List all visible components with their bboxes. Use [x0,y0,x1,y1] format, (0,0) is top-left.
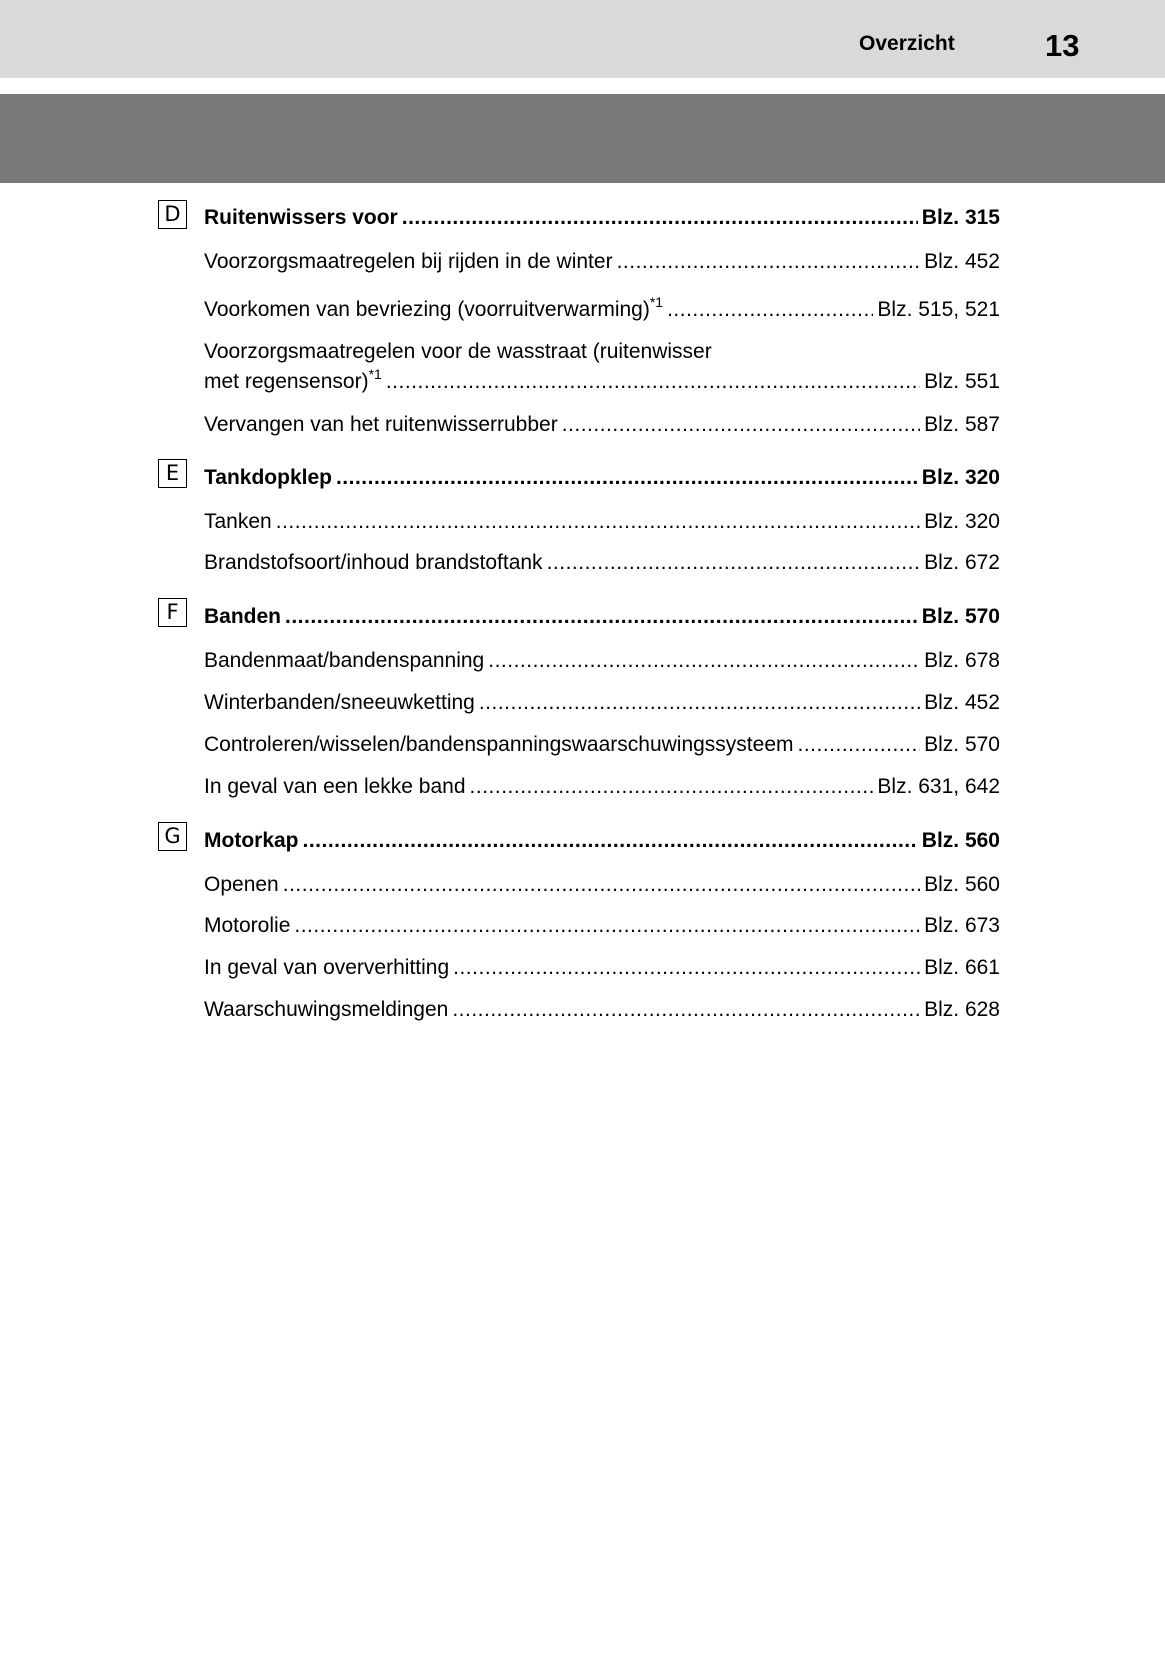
leader-dots [453,955,920,981]
page-reference: Blz. 320 [924,510,1000,533]
page-reference: Blz. 452 [924,250,1000,273]
header-title: Overzicht [859,32,955,55]
item-label: Brandstofsoort/inhoud brandstoftank [204,551,543,574]
section-title: Banden [204,605,282,628]
list-item[interactable] [204,366,1000,395]
item-label: Controleren/wisselen/bandenspanningswaarschuwingssysteem [204,733,794,756]
leader-dots [303,828,918,854]
leader-dots [479,690,920,716]
page-reference: Blz. 560 [924,873,1000,896]
leader-dots [470,774,874,800]
footnote-marker: *1 [649,294,664,310]
list-item[interactable] [204,509,1000,535]
section-letter-e: E [158,459,187,488]
list-item[interactable] [204,690,1000,716]
section-letter-f: F [158,598,187,627]
item-label: Openen [204,873,279,896]
item-label: Bandenmaat/bandenspanning [204,649,485,672]
item-label: Tanken [204,510,272,533]
leader-dots [285,604,918,630]
page-reference: Blz. 315 [921,206,1000,229]
item-label: Motorolie [204,914,291,937]
section-title: Motorkap [204,829,299,852]
leader-dots [402,205,918,231]
list-item[interactable] [204,412,1000,438]
page-reference: Blz. 587 [924,413,1000,436]
item-label: Voorkomen van bevriezing (voorruitverwarming)$^{*1}$ [204,294,664,321]
page-reference: Blz. 631, 642 [877,775,1000,798]
list-item[interactable] [204,997,1000,1023]
page-reference: Blz. 672 [924,551,1000,574]
item-label: Voorzorgsmaatregelen bij rijden in de winter [204,250,613,273]
section-heading-banden[interactable] [204,604,1000,630]
leader-dots [798,732,921,758]
list-item[interactable] [204,550,1000,576]
item-label: Waarschuwingsmeldingen [204,998,449,1021]
list-item[interactable] [204,249,1000,275]
page-reference: Blz. 452 [924,691,1000,714]
page-reference: Blz. 673 [924,914,1000,937]
page-reference: Blz. 551 [924,370,1000,393]
section-title: Ruitenwissers voor [204,206,398,229]
section-title: Tankdopklep [204,466,332,489]
section-letter-g: G [158,822,187,851]
leader-dots [283,872,920,898]
leader-dots [617,249,921,275]
header-band [0,94,1165,183]
item-label-line1: Voorzorgsmaatregelen voor de wasstraat (ruitenwisser [204,340,712,363]
leader-dots [488,648,920,674]
leader-dots [386,369,920,395]
leader-dots [294,913,920,939]
page-reference: Blz. 560 [921,829,1000,852]
leader-dots [667,297,873,323]
section-heading-tankdopklep[interactable] [204,465,1000,491]
page-number: 13 [1045,28,1080,63]
list-item[interactable] [204,648,1000,674]
page-reference: Blz. 515, 521 [877,298,1000,321]
item-label: Winterbanden/sneeuwketting [204,691,475,714]
footnote-marker: *1 [368,366,382,382]
leader-dots [547,550,921,576]
item-label: met regensensor)$^{*1}$ [204,366,382,393]
page-reference: Blz. 628 [924,998,1000,1021]
item-label: In geval van een lekke band [204,775,466,798]
item-label: Vervangen van het ruitenwisserrubber [204,413,558,436]
list-item[interactable] [204,872,1000,898]
leader-dots [452,997,920,1023]
page-reference: Blz. 320 [921,466,1000,489]
page-reference: Blz. 570 [924,733,1000,756]
section-letter-d: D [158,200,187,229]
page-reference: Blz. 661 [924,956,1000,979]
page-reference: Blz. 678 [924,649,1000,672]
section-heading-motorkap[interactable] [204,828,1000,854]
list-item[interactable] [204,955,1000,981]
leader-dots [562,412,920,438]
page-reference: Blz. 570 [921,605,1000,628]
leader-dots [276,509,920,535]
page-header [0,0,1165,78]
list-item[interactable] [204,294,1000,323]
list-item[interactable] [204,774,1000,800]
list-item[interactable] [204,913,1000,939]
section-heading-ruitenwissers[interactable] [204,205,1000,231]
list-item[interactable] [204,732,1000,758]
leader-dots [336,465,918,491]
item-label: In geval van oververhitting [204,956,450,979]
